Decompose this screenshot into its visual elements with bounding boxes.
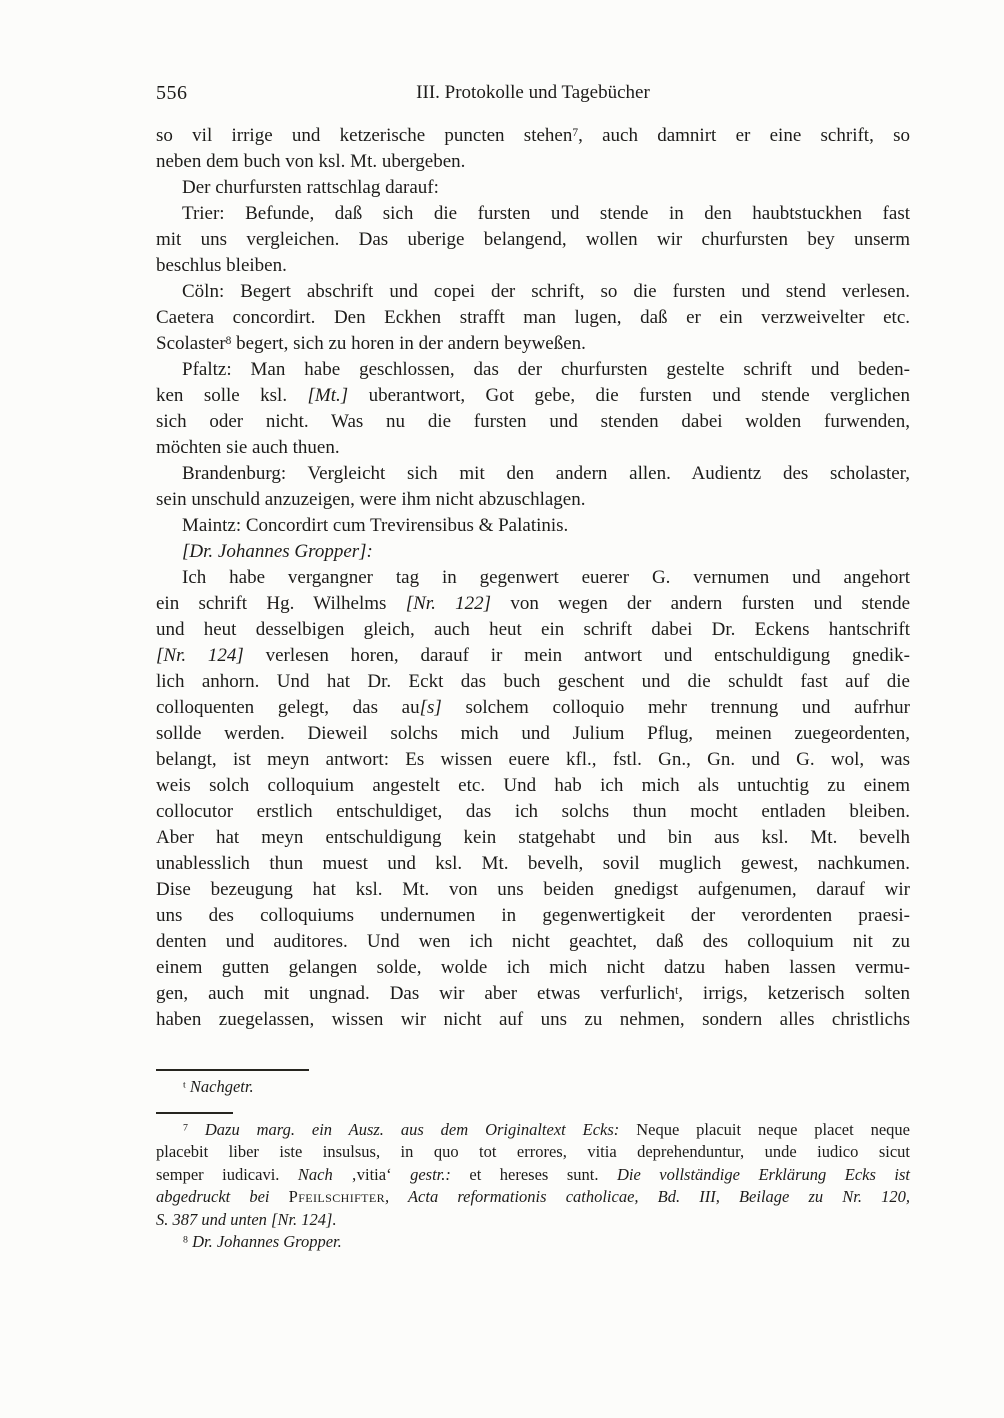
body-line: sich oder nicht. Was nu die fursten und stenden dabei wolden furwenden, xyxy=(156,411,910,432)
body-line: Ich habe vergangner tag in gegenwert euerer G. vernumen und angehort xyxy=(182,567,910,588)
footnote-marginal xyxy=(156,1076,910,1099)
body-line: möchten sie auch thuen. xyxy=(156,437,340,458)
body-line: Trier: Befunde, daß sich die fursten und stende in den haubtstuckhen fast xyxy=(182,203,910,224)
footnote-line: $^8$ Dr. Johannes Gropper. xyxy=(183,1232,342,1251)
footnote-separator-numbered xyxy=(156,1112,233,1114)
body-line: weis solch colloquium angestelt etc. Und hab ich mich als untuchtig zu einem xyxy=(156,775,910,796)
body-line: belangt, ist meyn antwort: Es wissen euere kfl., fstl. Gn., Gn. und G. wol, was xyxy=(156,749,910,770)
body-line: unablesslich thun muest und ksl. Mt. bevelh, sovil muglich gewest, nachkumen. xyxy=(156,853,910,874)
body-line: Caetera concordirt. Den Eckhen strafft man lugen, daß er ein verzweivelter etc. xyxy=(156,307,910,328)
body-line: so vil irrige und ketzerische puncten stehen$^7$, auch damnirt er eine schrift, so xyxy=(156,125,910,146)
footnote-line: $^7$ Dazu marg. ein Ausz. aus dem Originaltext Ecks: Neque placuit neque placet neque xyxy=(183,1119,910,1139)
body-line: Der churfursten rattschlag darauf: xyxy=(182,177,439,198)
body-line: Cöln: Begert abschrift und copei der schrift, so die fursten und stend verlesen. xyxy=(182,281,910,302)
footnote-line: abgedruckt bei Pfeilschifter, Acta reformationis catholicae, Bd. III, Beilage zu Nr. 120, xyxy=(156,1187,910,1206)
body-line: Dise bezeugung hat ksl. Mt. von uns beiden gnedigst aufgenumen, darauf wir xyxy=(156,879,910,900)
body-line: [Nr. 124] verlesen horen, darauf ir mein antwort und entschuldigung gnedik- xyxy=(156,645,910,666)
footnote-separator-marginal xyxy=(156,1069,309,1071)
body-line: haben zuegelassen, wissen wir nicht auf uns zu nehmen, sondern alles christlichs xyxy=(156,1009,910,1030)
body-line: Maintz: Concordirt cum Trevirensibus & Palatinis. xyxy=(182,515,569,536)
body-line: Scolaster$^8$ begert, sich zu horen in der andern beyweßen. xyxy=(156,333,586,354)
body-line: colloquenten gelegt, das au[s] solchem colloquio mehr trennung und aufrhur xyxy=(156,697,910,718)
body-line: lich anhorn. Und hat Dr. Eckt das buch geschent und die schuldt fast auf die xyxy=(156,671,910,692)
footnote-line: S. 387 und unten [Nr. 124]. xyxy=(156,1209,337,1229)
footnote-line: placebit liber iste insulsus, in quo tot errores, vitia deprehenduntur, unde iudico sicut xyxy=(156,1142,910,1161)
body-line: und heut desselbigen gleich, auch heut ein schrift dabei Dr. Eckens hantschrift xyxy=(156,619,910,640)
text-block xyxy=(156,0,910,1254)
body-line: ken solle ksl. [Mt.] uberantwort, Got gebe, die fursten und stende verglichen xyxy=(156,385,910,406)
running-head: III. Protokolle und Tagebücher xyxy=(416,82,650,103)
body-line: Brandenburg: Vergleicht sich mit den andern allen. Audientz des scholaster, xyxy=(182,463,910,484)
body-line: sollde werden. Dieweil solchs mich und Julium Pflug, meinen zuegeordenten, xyxy=(156,723,910,744)
body-line: mit uns vergleichen. Das uberige belangend, wollen wir churfursten bey unserm xyxy=(156,229,910,250)
body-line: uns des colloquiums undernumen in gegenwertigkeit der verordenten praesi- xyxy=(156,905,910,926)
body-line: gen, auch mit ungnad. Das wir aber etwas verfurlich$^t$, irrigs, ketzerisch solten xyxy=(156,983,910,1004)
body-line: Aber hat meyn entschuldigung kein statgehabt und bin aus ksl. Mt. bevelh xyxy=(156,827,910,848)
footnote-line: semper iudicavi. Nach ‚vitia‘ gestr.: et hereses sunt. Die vollständige Erklärung Ecks ist xyxy=(156,1164,910,1184)
body-line: neben dem buch von ksl. Mt. ubergeben. xyxy=(156,151,466,172)
body-line: [Dr. Johannes Gropper]: xyxy=(182,541,373,562)
body-line: denten und auditores. Und wen ich nicht geachtet, daß des colloquium nit zu xyxy=(156,931,910,952)
page-header xyxy=(156,80,910,106)
body-line: sein unschuld anzuzeigen, were ihm nicht abzuschlagen. xyxy=(156,489,586,510)
body-text xyxy=(156,123,910,1033)
body-line: Pfaltz: Man habe geschlossen, das der churfursten gestelte schrift und beden- xyxy=(182,359,910,380)
body-line: ein schrift Hg. Wilhelms [Nr. 122] von wegen der andern fursten und stende xyxy=(156,593,911,614)
page-number: 556 xyxy=(156,82,188,104)
body-line: beschlus bleiben. xyxy=(156,255,287,276)
body-line: collocutor erstlich entschuldiget, das ich solchs thun mocht entladen bleiben. xyxy=(156,801,910,822)
body-line: einem gutten gelangen solde, wolde ich mich nicht datzu haben lassen vermu- xyxy=(156,957,910,978)
footnote-line: $^t$ Nachgetr. xyxy=(183,1077,254,1096)
footnotes-numbered xyxy=(156,1119,910,1254)
